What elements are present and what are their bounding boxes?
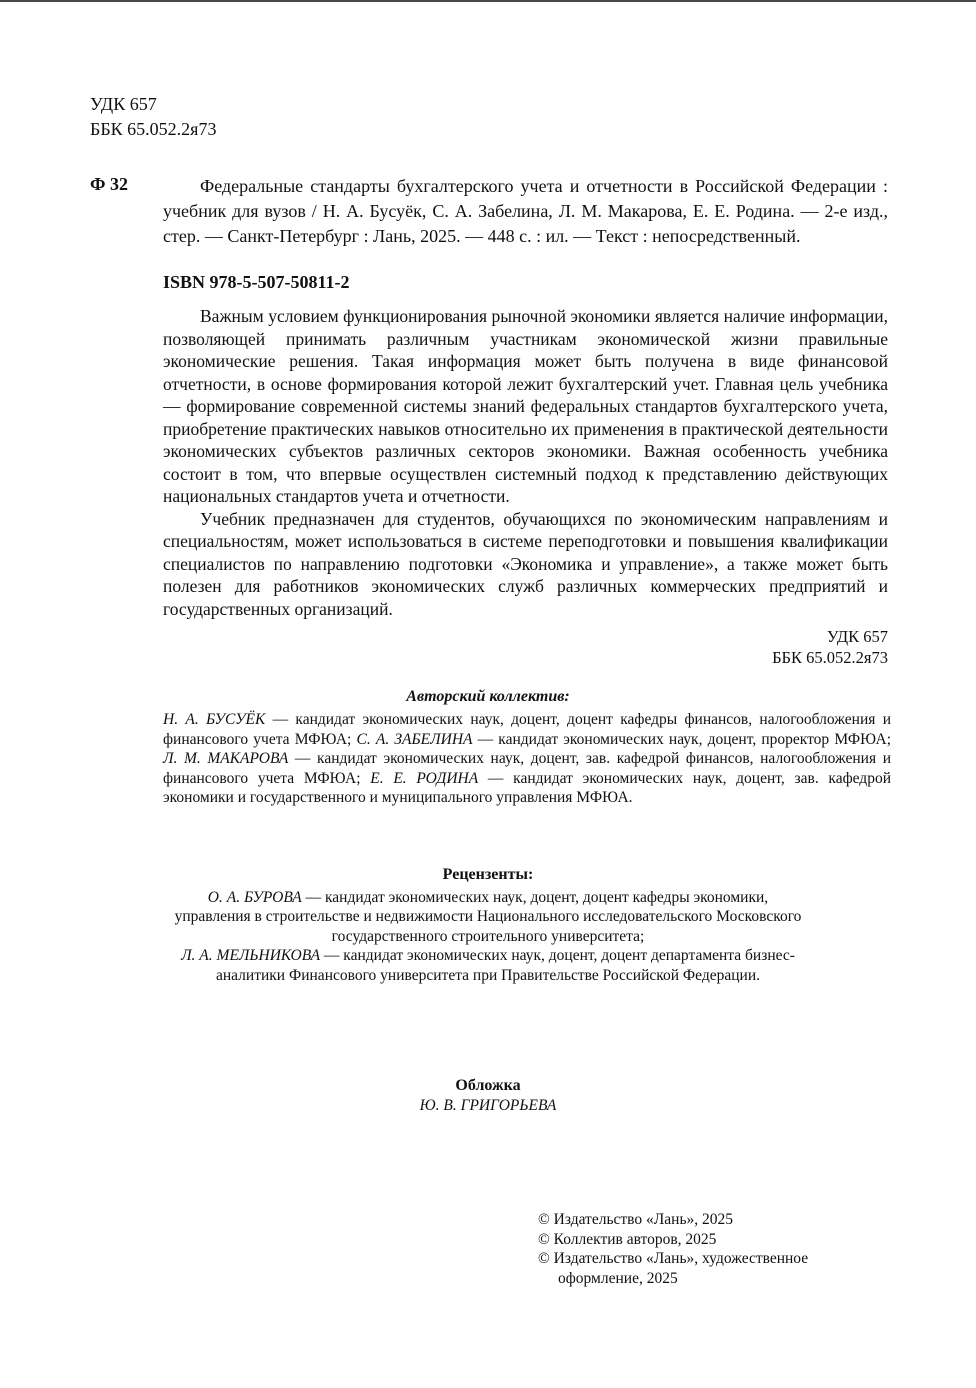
udk-code-right: УДК 657 [826, 627, 888, 646]
annotation-paragraph-1: Важным условием функционирования рыночной экономики является наличие информации, позволяющей принимать различным участникам экономической жизни правильные экономические решения. Такая информация может быть получена в виде финансовой отчетности, в основе формирования которой лежит бухгалтерский учет. Главная цель учебника — формирование современной системы знаний федеральных стандартов бухгалтерского учета, приобретение практических навыков относительно их применения в практической деятельности экономических субъектов различных секторов экономики. Важная особенность учебника состоит в том, что впервые осуществлен системный подход к представлению действующих национальных стандартов учета и отчетности. [163, 306, 888, 506]
cover-heading: Обложка [455, 1077, 521, 1094]
author-name: Н. А. БУСУЁК [163, 711, 266, 728]
reviewers-paragraph [168, 888, 808, 986]
udk-code-top: УДК 657 [90, 94, 157, 114]
bbk-code-top: ББК 65.052.2я73 [90, 119, 217, 139]
classification-codes-right [0, 626, 888, 668]
copyright-block [538, 1210, 870, 1288]
cover-artist-name: Ю. В. ГРИГОРЬЕВА [419, 1097, 557, 1114]
classification-codes-top [90, 92, 976, 142]
copyright-line: © Издательство «Лань», 2025 [538, 1211, 734, 1228]
reviewers-heading: Рецензенты: [442, 865, 534, 883]
author-credentials: — кандидат экономических наук, доцент, зав. кафедрой экономики и государственного и муниципального управления МФЮА. [163, 769, 891, 806]
annotation-paragraph-2: Учебник предназначен для студентов, обучающихся по экономическим направлениям и специальностям, может использоваться в системе переподготовки и повышения квалификации специалистов по направлению подготовки «Экономика и управление», а также может быть полезен для работников экономических служб различных коммерческих предприятий и государственных организаций. [163, 508, 888, 619]
copyright-line: © Издательство «Лань», художественное оформление, 2025 [538, 1250, 809, 1287]
reviewer-credentials: — кандидат экономических наук, доцент, доцент департамента бизнес-аналитики Финансового университета при Правительстве Российской Федерации. [215, 947, 795, 984]
reviewer-credentials: — кандидат экономических наук, доцент, доцент кафедры экономики, управления в строительстве и недвижимости Национального исследовательского Московского государственного строительного университета; [174, 888, 802, 945]
author-name: С. А. ЗАБЕЛИНА [356, 730, 473, 748]
bbk-code-right: ББК 65.052.2я73 [772, 648, 888, 667]
authors-heading: Авторский коллектив: [406, 688, 570, 705]
catalog-code: Ф 32 [90, 174, 128, 194]
bibliographic-record: Федеральные стандарты бухгалтерского учета и отчетности в Российской Федерации : учебник для вузов / Н. А. Бусуёк, С. А. Забелина, Л. М. Макарова, Е. Е. Родина. — 2-е изд., стер. — Санкт-Петербург : Лань, 2025. — 448 с. : ил. — Текст : непосредственный. [163, 176, 888, 246]
author-credentials: — кандидат экономических наук, доцент, проректор МФЮА; [472, 730, 891, 748]
author-credentials: — кандидат экономических наук, доцент, зав. кафедрой финансов, налогообложения и финансового учета МФЮА; [163, 750, 892, 787]
author-credentials: — кандидат экономических наук, доцент, доцент кафедры финансов, налогообложения и финансового учета МФЮА; [163, 711, 891, 748]
copyright-line: © Коллектив авторов, 2025 [538, 1230, 717, 1248]
reviewer-name: О. А. БУРОВА [207, 888, 302, 906]
author-name: Л. М. МАКАРОВА [163, 750, 289, 767]
bibliographic-entry [90, 174, 888, 249]
isbn-number: ISBN 978-5-507-50811-2 [163, 272, 350, 292]
author-name: Е. Е. РОДИНА [370, 769, 479, 787]
reviewer-name: Л. А. МЕЛЬНИКОВА [181, 947, 321, 964]
authors-paragraph [163, 710, 891, 808]
